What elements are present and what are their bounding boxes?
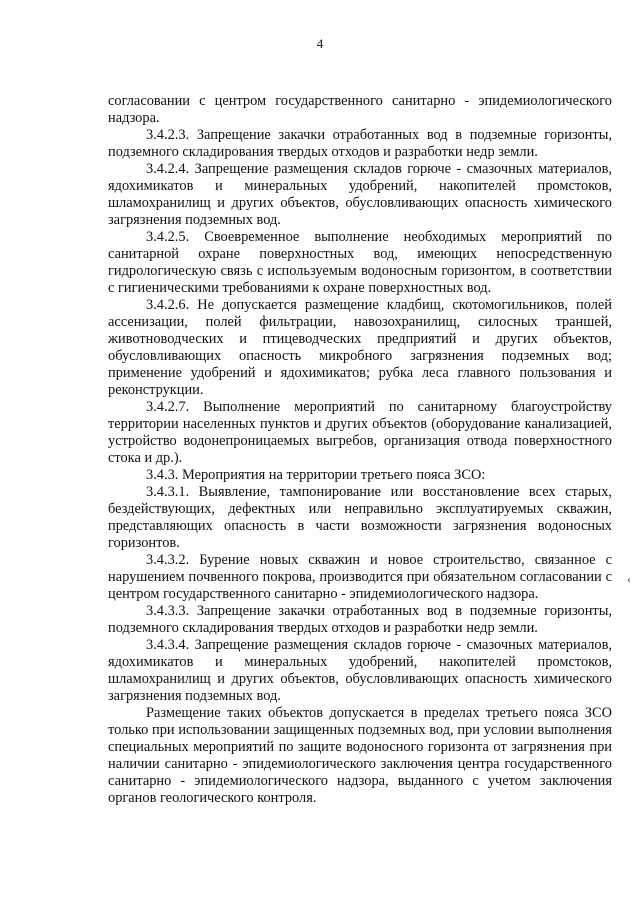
paragraph-3-4-2-4: 3.4.2.4. Запрещение размещения складов горюче - смазочных материалов, ядохимикатов и минеральных удобрений, накопителей промстоков, шламохранилищ и других объектов, обусловливающих опасность химического загрязнения подземных вод. <box>108 161 612 228</box>
page-number: 4 <box>316 36 324 51</box>
paragraph-continuation: согласовании с центром государственного санитарно - эпидемиологического надзора. <box>108 93 612 126</box>
paragraph-3-4-3-4: 3.4.3.4. Запрещение размещения складов горюче - смазочных материалов, ядохимикатов и минеральных удобрений, накопителей промстоков, шламохранилищ и других объектов, обусловливающих опасность химического загрязнения подземных вод. <box>108 637 612 704</box>
paragraph-3-4-3-2: 3.4.3.2. Бурение новых скважин и новое строительство, связанное с нарушением почвенного покрова, производится при обязательном согласовании с центром государственного санитарно - эпидемиологического надзора. <box>108 552 612 602</box>
paragraph-3-4-3-1: 3.4.3.1. Выявление, тампонирование или восстановление всех старых, бездействующих, дефектных или неправильно эксплуатируемых скважин, представляющих опасность в части возможности загрязнения водоносных горизонтов. <box>108 484 612 551</box>
document-body <box>108 93 612 807</box>
paragraph-3-4-3-3: 3.4.3.3. Запрещение закачки отработанных вод в подземные горизонты, подземного складирования твердых отходов и разработки недр земли. <box>108 603 612 636</box>
margin-mark: ‹ <box>627 572 631 586</box>
paragraph-3-4-3: 3.4.3. Мероприятия на территории третьего пояса ЗСО: <box>146 467 486 483</box>
paragraph-placement-conditions: Размещение таких объектов допускается в пределах третьего пояса ЗСО только при использовании защищенных подземных вод, при условии выполнения специальных мероприятий по защите водоносного горизонта от загрязнения при наличии санитарно - эпидемиологического заключения центра государственного санитарно - эпидемиологического надзора, выданного с учетом заключения органов геологического контроля. <box>108 705 612 806</box>
paragraph-3-4-2-3: 3.4.2.3. Запрещение закачки отработанных вод в подземные горизонты, подземного складирования твердых отходов и разработки недр земли. <box>108 127 612 160</box>
paragraph-3-4-2-5: 3.4.2.5. Своевременное выполнение необходимых мероприятий по санитарной охране поверхностных вод, имеющих непосредственную гидрологическую связь с используемым водоносным горизонтом, в соответствии с гигиеническими требованиями к охране поверхностных вод. <box>108 229 612 296</box>
paragraph-3-4-2-7: 3.4.2.7. Выполнение мероприятий по санитарному благоустройству территории населенных пунктов и других объектов (оборудование канализацией, устройство водонепроницаемых выгребов, организация отвода поверхностного стока и др.). <box>108 399 612 466</box>
paragraph-3-4-2-6: 3.4.2.6. Не допускается размещение кладбищ, скотомогильников, полей ассенизации, полей фильтрации, навозохранилищ, силосных траншей, животноводческих и птицеводческих предприятий и других объектов, обусловливающих опасность микробного загрязнения подземных вод; применение удобрений и ядохимикатов; рубка леса главного пользования и реконструкции. <box>108 297 612 398</box>
